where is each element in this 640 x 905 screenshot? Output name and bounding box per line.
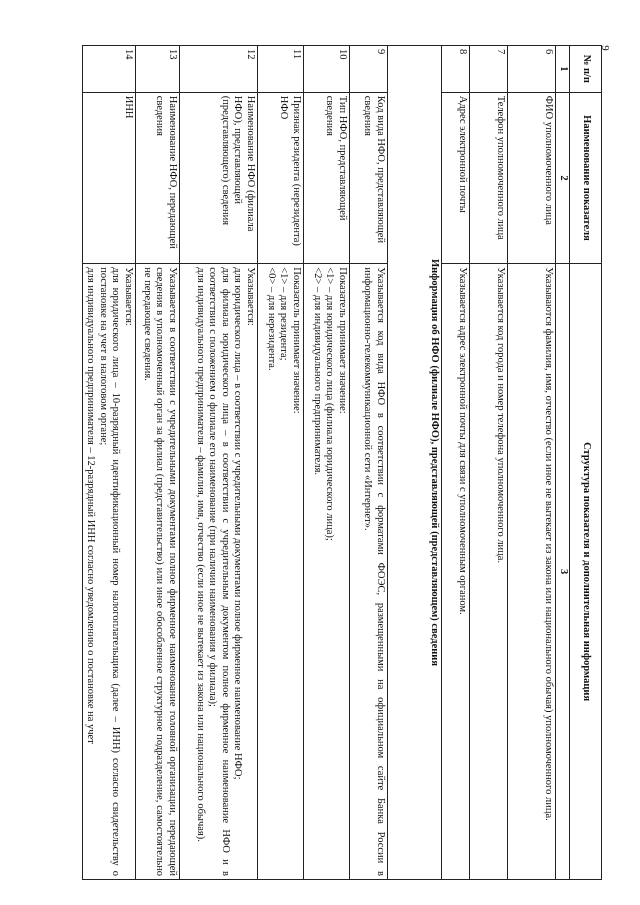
row-description <box>470 264 508 880</box>
description-line: Указывается адрес электронной почты для связи с уполномоченным органом. <box>457 267 469 615</box>
description-line: <1> – для резидента; <box>278 267 290 361</box>
row-number: 6 <box>508 46 556 93</box>
description-line: для юридического лица – в соответствии с учредительными документами полное фирменное наименование НФО; <box>232 267 244 780</box>
row-indicator-name: ФИО уполномоченного лица <box>508 92 556 263</box>
description-line: для индивидуального предпринимателя – фамилия, имя, отчество (если иное не вытекает из закона или национального обычая). <box>195 267 206 842</box>
description-line: <2> – для индивидуального предпринимателя. <box>312 267 323 476</box>
header-structure: Структура показателя и дополнительная информация <box>570 264 602 880</box>
table-row <box>136 46 180 880</box>
header-number: № п/п <box>570 46 602 93</box>
row-number: 12 <box>180 46 258 93</box>
table-row <box>470 46 508 880</box>
description-line: для филиала юридического лица – в соответствии с учредительным документом полное фирменное наименование НФО и в соответствии с положением о филиале его наименование (при наличии наименования у филиала); <box>207 267 231 876</box>
row-description <box>258 264 304 880</box>
col-number-1: 1 <box>556 46 570 93</box>
row-indicator-name: Код вида НФО, представляющей сведения <box>350 92 388 263</box>
page-number: 9 <box>598 45 611 51</box>
row-indicator-name: Наименование НФО, передающей сведения <box>136 92 180 263</box>
row-description <box>350 264 388 880</box>
table-row <box>258 46 304 880</box>
section-row <box>388 46 443 880</box>
row-number: 7 <box>470 46 508 93</box>
row-indicator-name: Телефон уполномоченного лица <box>470 92 508 263</box>
table-row <box>180 46 258 880</box>
row-indicator-name: Наименование НФО (филиала НФО), представляющей (представляющего) сведения <box>180 92 258 263</box>
row-indicator-name: Адрес электронной почты <box>442 92 470 263</box>
table-header-row <box>570 46 602 880</box>
description-line: Указывается в соответствии с учредительными документами полное фирменное наименование головной организации, передающей сведения в уполномоченный орган за филиал (представительство) или иное обособленное структурное подразделение, самостоятельно не передающее сведения. <box>142 267 178 876</box>
row-indicator-name: ИНН <box>83 92 136 263</box>
description-line: <0> – для нерезидента. <box>266 267 277 371</box>
description-line: <1> – для юридического лица (филиала юридического лица); <box>324 267 336 541</box>
row-indicator-name: Признак резидента (нерезидента) НФО <box>258 92 304 263</box>
row-number: 13 <box>136 46 180 93</box>
row-description <box>136 264 180 880</box>
table-row <box>304 46 350 880</box>
table-row <box>350 46 388 880</box>
row-number: 14 <box>83 46 136 93</box>
row-description <box>508 264 556 880</box>
description-line: Показатель принимает значение: <box>291 267 302 414</box>
row-number: 11 <box>258 46 304 93</box>
description-line: Показатель принимает значение: <box>337 267 348 414</box>
description-line: Указываются фамилия, имя, отчество (если иное не вытекает из закона или национального обычая) уполномоченного лица. <box>543 267 555 821</box>
document-table-wrapper <box>82 45 602 880</box>
column-number-row <box>556 46 570 880</box>
table-row <box>508 46 556 880</box>
section-title: Информация об НФО (филиале НФО), представляющей (представляющем) сведения <box>388 46 443 880</box>
row-description <box>180 264 258 880</box>
row-description <box>442 264 470 880</box>
row-number: 9 <box>350 46 388 93</box>
col-number-2: 2 <box>556 92 570 263</box>
row-indicator-name: Тип НФО, представляющей сведения <box>304 92 350 263</box>
row-number: 10 <box>304 46 350 93</box>
table-row <box>83 46 136 880</box>
description-line: для юридического лица – 10-разрядный идентификационный номер налогоплательщика (далее – ИНН) согласно свидетельству о постановке на учет в налоговом органе; <box>98 267 122 876</box>
indicator-table <box>82 45 602 880</box>
row-description <box>83 264 136 880</box>
description-line: Указывается код вида НФО в соответствии с форматами ФОЭС, размещенными на официальном сайте Банка России в информационно-телекоммуникационной сети «Интернет». <box>362 267 386 876</box>
row-number: 8 <box>442 46 470 93</box>
header-indicator-name: Наименование показателя <box>570 92 602 263</box>
table-row <box>442 46 470 880</box>
row-description <box>304 264 350 880</box>
description-line: Указывается код города и номер телефона уполномоченного лица. <box>495 267 507 564</box>
description-line: для индивидуального предпринимателя – 12-разрядный ИНН согласно уведомлению о постановке на учет <box>85 267 97 744</box>
description-line: Указывается: <box>245 267 256 326</box>
description-line: Указывается: <box>123 267 134 326</box>
col-number-3: 3 <box>556 264 570 880</box>
